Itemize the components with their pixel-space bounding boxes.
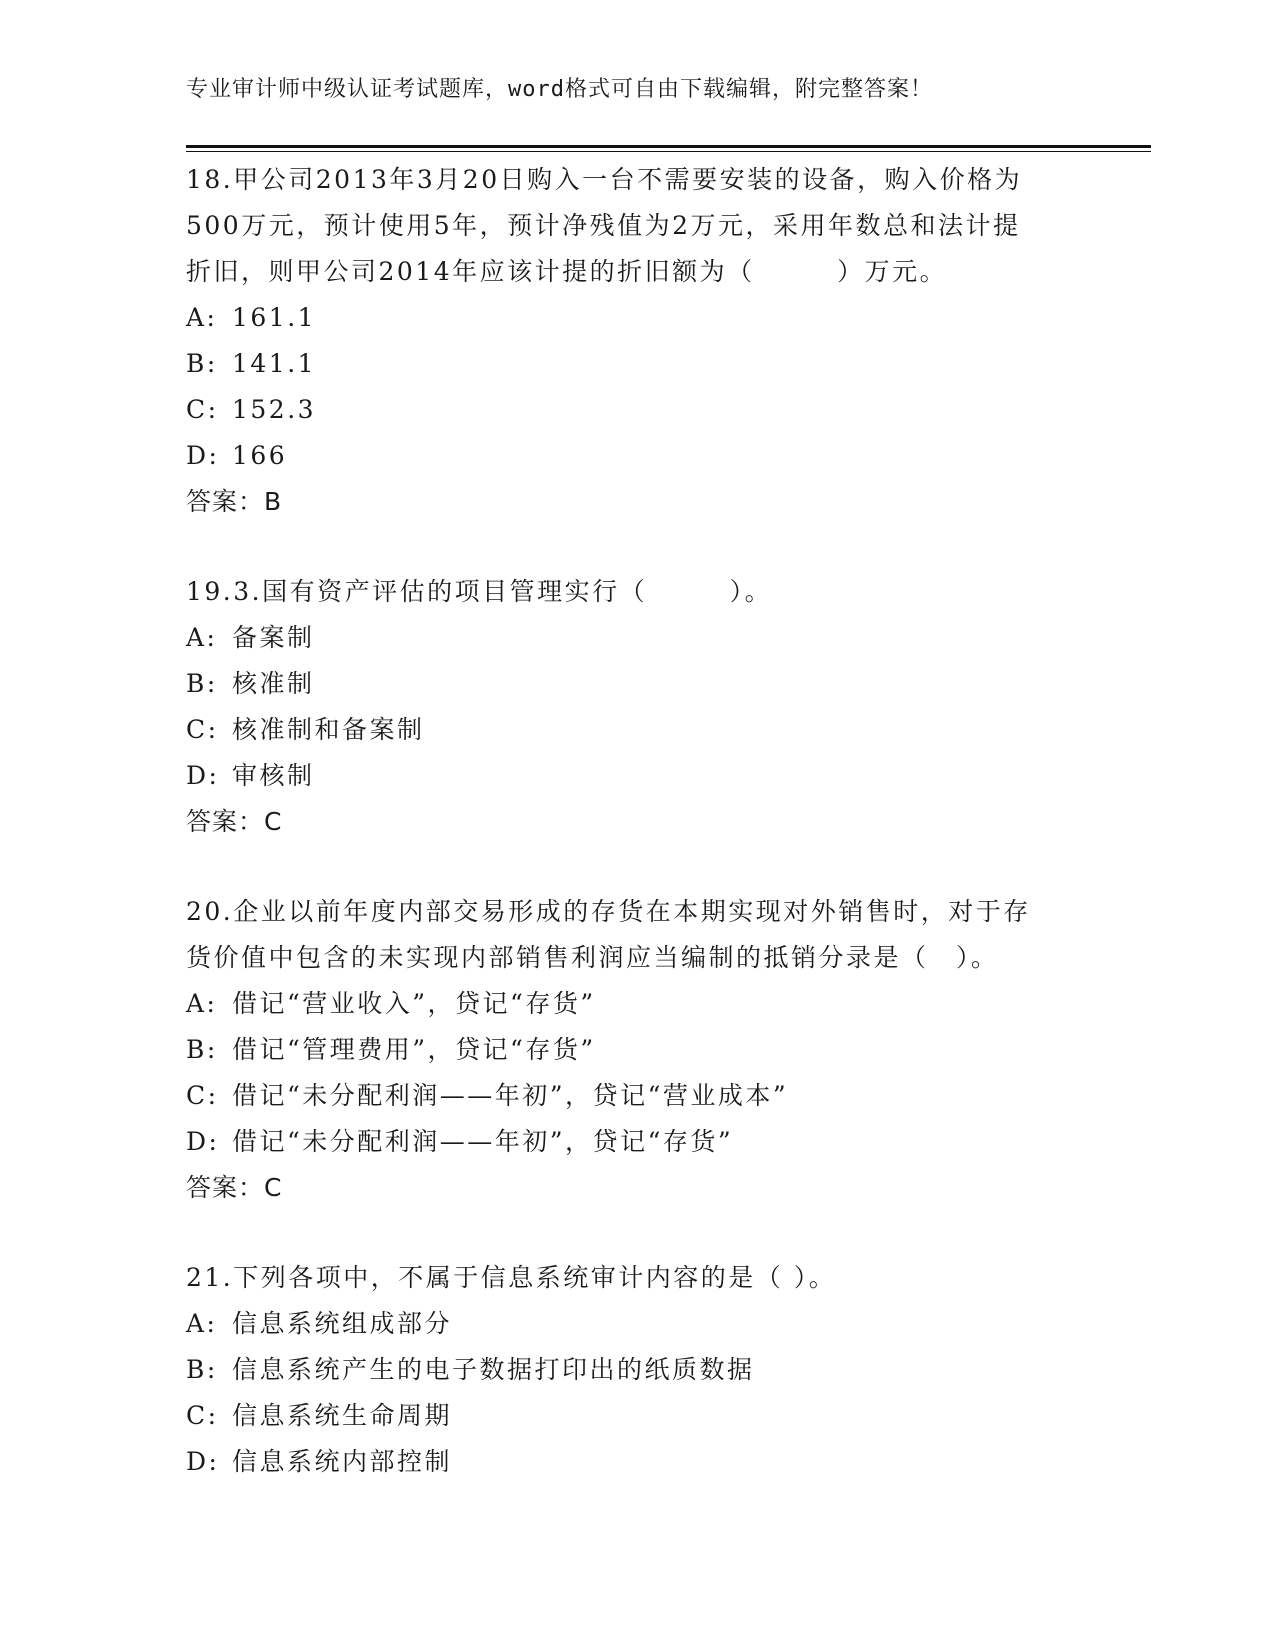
question-text-line: 18.甲公司2013年3月20日购入一台不需要安装的设备，购入价格为 (186, 165, 1023, 194)
question-20 (186, 889, 1086, 1211)
option-c (186, 387, 1086, 433)
option-c (186, 1393, 1086, 1439)
option-c (186, 1073, 1086, 1119)
option-key: C: (186, 1401, 219, 1430)
option-key: C: (186, 715, 219, 744)
option-text: 借记“未分配利润——年初”，贷记“营业成本” (232, 1081, 789, 1110)
option-text: 核准制和备案制 (232, 715, 425, 744)
question-text-line: 20.企业以前年度内部交易形成的存货在本期实现对外销售时，对于存 (186, 897, 1031, 926)
option-a (186, 981, 1086, 1027)
option-text: 借记“未分配利润——年初”，贷记“存货” (232, 1127, 734, 1156)
option-c (186, 707, 1086, 753)
page-header: 专业审计师中级认证考试题库，word格式可自由下载编辑，附完整答案！ (186, 77, 933, 102)
option-key: B: (186, 349, 218, 378)
option-d (186, 433, 1086, 479)
option-a (186, 615, 1086, 661)
option-d (186, 753, 1086, 799)
option-text: 信息系统生命周期 (232, 1401, 453, 1430)
header-rule-thin (186, 151, 1151, 152)
question-gap (186, 525, 1086, 569)
header-rule-thick (186, 145, 1151, 148)
option-key: D: (186, 761, 220, 790)
option-text: 核准制 (232, 669, 315, 698)
option-key: C: (186, 1081, 219, 1110)
option-b (186, 1027, 1086, 1073)
question-text-line: 货价值中包含的未实现内部销售利润应当编制的抵销分录是（ ）。 (186, 943, 999, 972)
option-text: 备案制 (232, 623, 315, 652)
question-list (186, 157, 1086, 1485)
option-key: A: (186, 989, 218, 1018)
question-text-line: 折旧，则甲公司2014年应该计提的折旧额为（ ）万元。 (186, 257, 948, 286)
option-key: B: (186, 1355, 218, 1384)
option-a (186, 1301, 1086, 1347)
question-text-line: 21.下列各项中，不属于信息系统审计内容的是（ ）。 (186, 1263, 837, 1292)
option-a (186, 295, 1086, 341)
option-key: D: (186, 441, 220, 470)
option-text: 信息系统组成部分 (232, 1309, 453, 1338)
option-key: A: (186, 623, 218, 652)
option-text: 借记“营业收入”，贷记“存货” (232, 989, 596, 1018)
question-19 (186, 569, 1086, 845)
option-text: 152.3 (232, 395, 317, 424)
option-text: 141.1 (232, 349, 317, 378)
question-18 (186, 157, 1086, 525)
option-b (186, 661, 1086, 707)
option-key: A: (186, 303, 218, 332)
option-b (186, 341, 1086, 387)
option-text: 166 (232, 441, 288, 470)
answer-line: 答案：C (186, 1173, 283, 1202)
option-text: 信息系统内部控制 (232, 1447, 453, 1476)
option-text: 审核制 (232, 761, 315, 790)
question-gap (186, 845, 1086, 889)
option-key: D: (186, 1447, 220, 1476)
option-text: 信息系统产生的电子数据打印出的纸质数据 (232, 1355, 755, 1384)
option-d (186, 1439, 1086, 1485)
option-key: B: (186, 1035, 218, 1064)
question-text-line: 19.3.国有资产评估的项目管理实行（ ）。 (186, 577, 773, 606)
question-gap (186, 1211, 1086, 1255)
option-d (186, 1119, 1086, 1165)
question-21 (186, 1255, 1086, 1485)
option-key: A: (186, 1309, 218, 1338)
option-key: D: (186, 1127, 220, 1156)
option-key: C: (186, 395, 219, 424)
answer-line: 答案：B (186, 487, 283, 516)
option-b (186, 1347, 1086, 1393)
option-text: 161.1 (232, 303, 317, 332)
answer-line: 答案：C (186, 807, 283, 836)
option-text: 借记“管理费用”，贷记“存货” (232, 1035, 596, 1064)
question-text-line: 500万元，预计使用5年，预计净残值为2万元，采用年数总和法计提 (186, 211, 1021, 240)
option-key: B: (186, 669, 218, 698)
